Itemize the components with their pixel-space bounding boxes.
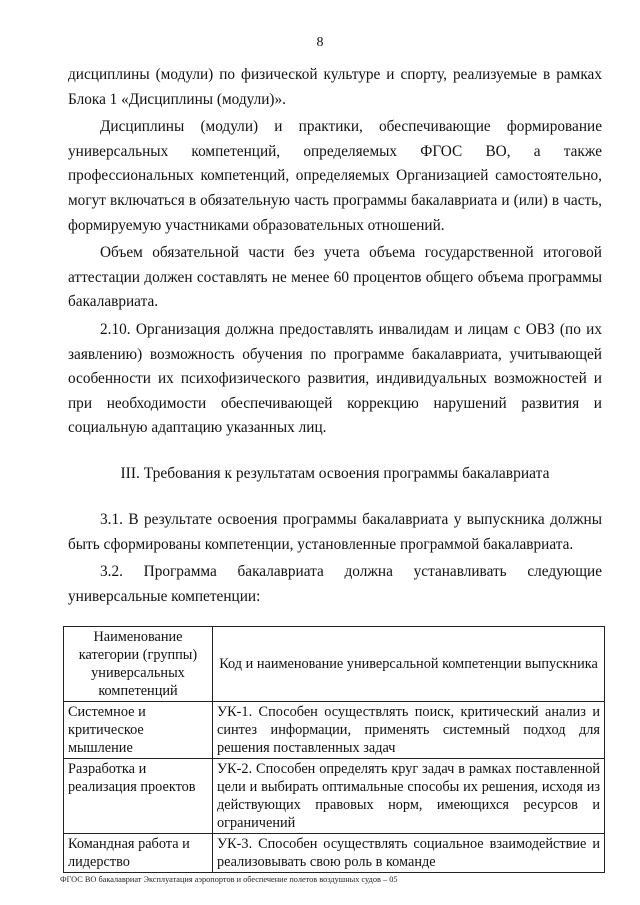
paragraph-3-2: 3.2. Программа бакалавриата должна устанавливать следующие универсальные компетенции: — [68, 563, 602, 605]
page-footer: ФГОС ВО бакалавриат Эксплуатация аэропортов и обеспечение полетов воздушных судов – 05 — [60, 875, 398, 884]
paragraph-disciplines: Дисциплины (модули) и практики, обеспечивающие формирование универсальных компетенций, определяемых ФГОС ВО, а также профессиональных компетенций, определяемых Организацией самостоятельно, могут включаться в обязательную часть программы бакалавриата и (или) в часть, формируемую участниками образовательных отношений. — [68, 118, 602, 234]
table-header-row — [64, 627, 605, 702]
table-row — [64, 702, 605, 759]
page-number: 8 — [316, 35, 324, 50]
body-text-top — [68, 63, 602, 441]
competence-cell: УК-1. Способен осуществлять поиск, критический анализ и синтез информации, применять системный подход для решения поставленных задач — [213, 702, 605, 759]
category-cell: Командная работа и лидерство — [64, 834, 213, 873]
header-competence: Код и наименование универсальной компетенции выпускника — [213, 627, 605, 702]
category-cell: Системное и критическое мышление — [64, 702, 213, 759]
paragraph-3-1: 3.1. В результате освоения программы бакалавриата у выпускника должны быть сформированы компетенции, установленные программой бакалавриата. — [68, 511, 602, 553]
category-cell: Разработка и реализация проектов — [64, 759, 213, 834]
section-title: III. Требования к результатам освоения программы бакалавриата — [120, 465, 550, 482]
table-row — [64, 759, 605, 834]
competencies-table — [63, 626, 605, 873]
paragraph-volume: Объем обязательной части без учета объема государственной итоговой аттестации должен составлять не менее 60 процентов общего объема программы бакалавриата. — [68, 244, 602, 311]
paragraph-continuation: дисциплины (модули) по физической культуре и спорту, реализуемые в рамках Блока 1 «Дисциплины (модули)». — [68, 66, 602, 108]
competence-cell: УК-3. Способен осуществлять социальное взаимодействие и реализовывать свою роль в команде — [213, 834, 605, 873]
header-category: Наименование категории (группы) универсальных компетенций — [64, 627, 213, 702]
body-text-bottom — [68, 508, 602, 609]
paragraph-2-10: 2.10. Организация должна предоставлять инвалидам и лицам с ОВЗ (по их заявлению) возможность обучения по программе бакалавриата, учитывающей особенности их психофизического развития, индивидуальных возможностей и при необходимости обеспечивающей коррекцию нарушений развития и социальную адаптацию указанных лиц. — [68, 320, 602, 437]
competence-cell: УК-2. Способен определять круг задач в рамках поставленной цели и выбирать оптимальные способы их решения, исходя из действующих правовых норм, имеющихся ресурсов и ограничений — [213, 759, 605, 834]
table-row — [64, 834, 605, 873]
